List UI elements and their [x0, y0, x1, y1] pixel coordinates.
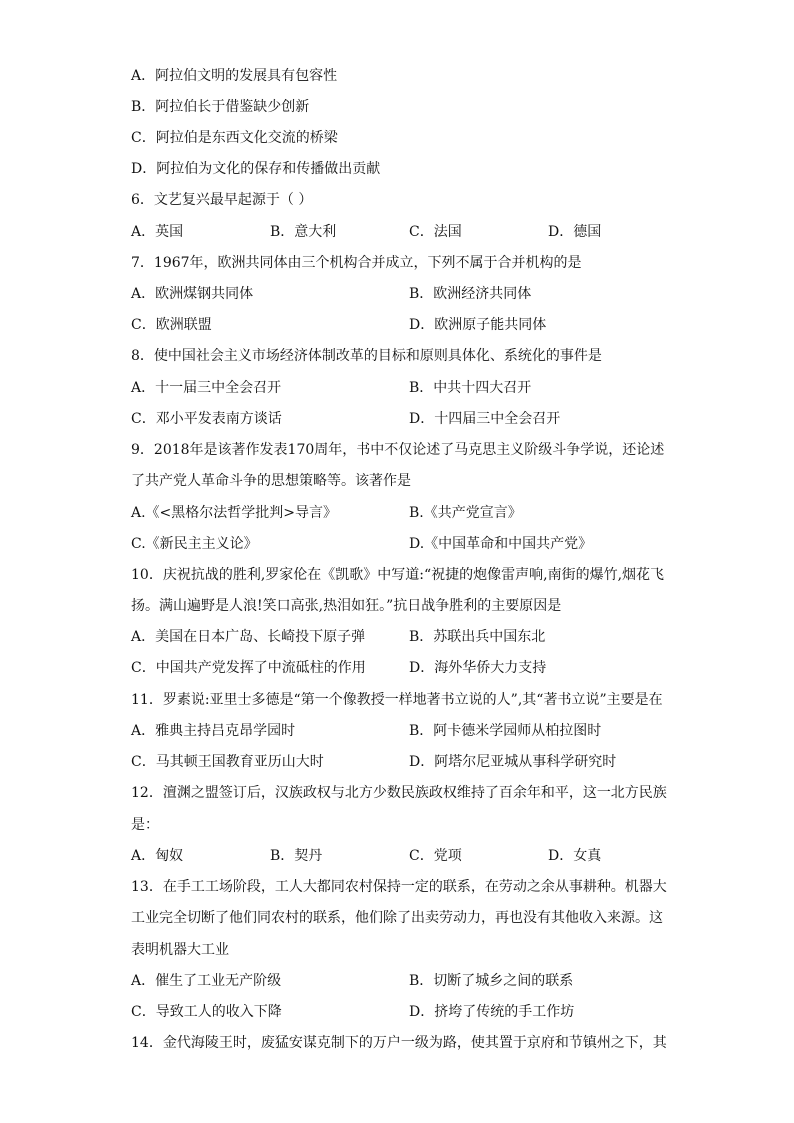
question-11-option-a: A．雅典主持吕克昂学园时 [131, 723, 296, 739]
question-12-option-b: B．契丹 [270, 848, 323, 864]
question-14-stem: 14．金代海陵王时，废猛安谋克制下的万户一级为路，使其置于京府和节镇州之下，其 [131, 1035, 667, 1051]
question-6-option-c: C．法国 [409, 224, 462, 240]
question-9-stem-line-2: 了共产党人革命斗争的思想策略等。该著作是 [131, 473, 411, 489]
question-11-stem: 11．罗素说:亚里士多德是“第一个像教授一样地著书立说的人”,其“著书立说”主要是在 [131, 692, 663, 708]
question-10-option-d: D．海外华侨大力支持 [409, 660, 547, 676]
question-13-stem-line-3: 表明机器大工业 [131, 942, 229, 958]
question-12-option-a: A．匈奴 [131, 848, 184, 864]
question-8-option-b: B．中共十四大召开 [409, 380, 532, 396]
question-9-option-a: A.《<黑格尔法哲学批判>导言》 [131, 505, 338, 521]
question-7-option-c: C．欧洲联盟 [131, 317, 212, 333]
question-13-option-c: C．导致工人的收入下降 [131, 1004, 282, 1020]
question-13-stem-line-1: 13．在手工工场阶段，工人大都同农村保持一定的联系，在劳动之余从事耕种。机器大 [131, 879, 667, 895]
question-8-option-c: C．邓小平发表南方谈话 [131, 411, 282, 427]
question-7-option-d: D．欧洲原子能共同体 [409, 317, 547, 333]
question-8-stem: 8．使中国社会主义市场经济体制改革的目标和原则具体化、系统化的事件是 [131, 348, 602, 364]
question-9-stem-line-1: 9．2018年是该著作发表170周年，书中不仅论述了马克思主义阶级斗争学说，还论述 [131, 442, 665, 458]
question-13-option-b: B．切断了城乡之间的联系 [409, 973, 574, 989]
prev-option-c: C．阿拉伯是东西文化交流的桥梁 [131, 130, 338, 146]
question-13-option-a: A．催生了工业无产阶级 [131, 973, 282, 989]
question-11-option-b: B．阿卡德米学园师从柏拉图时 [409, 723, 602, 739]
question-11-option-c: C．马其顿王国教育亚历山大时 [131, 754, 324, 770]
question-10-stem-line-2: 扬。满山遍野是人浪!笑口高张,热泪如狂。”抗日战争胜利的主要原因是 [131, 598, 562, 614]
question-9-option-c: C.《新民主主义论》 [131, 536, 258, 552]
question-7-option-b: B．欧洲经济共同体 [409, 286, 532, 302]
prev-option-a: A．阿拉伯文明的发展具有包容性 [131, 68, 338, 84]
question-10-stem-line-1: 10．庆祝抗战的胜利,罗家伦在《凯歌》中写道:“祝捷的炮像雷声响,南街的爆竹,烟花飞 [131, 567, 665, 583]
question-7-option-a: A．欧洲煤钢共同体 [131, 286, 254, 302]
question-12-stem-line-2: 是： [131, 817, 159, 833]
question-6-stem: 6．文艺复兴最早起源于（ ） [131, 192, 313, 208]
question-12-option-d: D．女真 [548, 848, 602, 864]
question-11-option-d: D．阿塔尔尼亚城从事科学研究时 [409, 754, 617, 770]
question-12-stem-line-1: 12．澶渊之盟签订后，汉族政权与北方少数民族政权维持了百余年和平，这一北方民族 [131, 785, 667, 801]
question-8-option-d: D．十四届三中全会召开 [409, 411, 561, 427]
question-6-option-b: B．意大利 [270, 224, 337, 240]
question-10-option-a: A．美国在日本广岛、长崎投下原子弹 [131, 629, 366, 645]
question-9-option-b: B.《共产党宣言》 [409, 505, 522, 521]
question-6-option-d: D．德国 [548, 224, 602, 240]
question-6-option-a: A．英国 [131, 224, 184, 240]
question-10-option-b: B．苏联出兵中国东北 [409, 629, 546, 645]
prev-option-b: B．阿拉伯长于借鉴缺少创新 [131, 99, 310, 115]
question-7-stem: 7．1967年，欧洲共同体由三个机构合并成立，下列不属于合并机构的是 [131, 255, 582, 271]
question-8-option-a: A．十一届三中全会召开 [131, 380, 282, 396]
question-9-option-d: D.《中国革命和中国共产党》 [409, 536, 593, 552]
prev-option-d: D．阿拉伯为文化的保存和传播做出贡献 [131, 161, 381, 177]
question-12-option-c: C．党项 [409, 848, 462, 864]
question-13-stem-line-2: 工业完全切断了他们同农村的联系，他们除了出卖劳动力，再也没有其他收入来源。这 [131, 910, 663, 926]
question-13-option-d: D．挤垮了传统的手工作坊 [409, 1004, 575, 1020]
question-10-option-c: C．中国共产党发挥了中流砥柱的作用 [131, 660, 366, 676]
